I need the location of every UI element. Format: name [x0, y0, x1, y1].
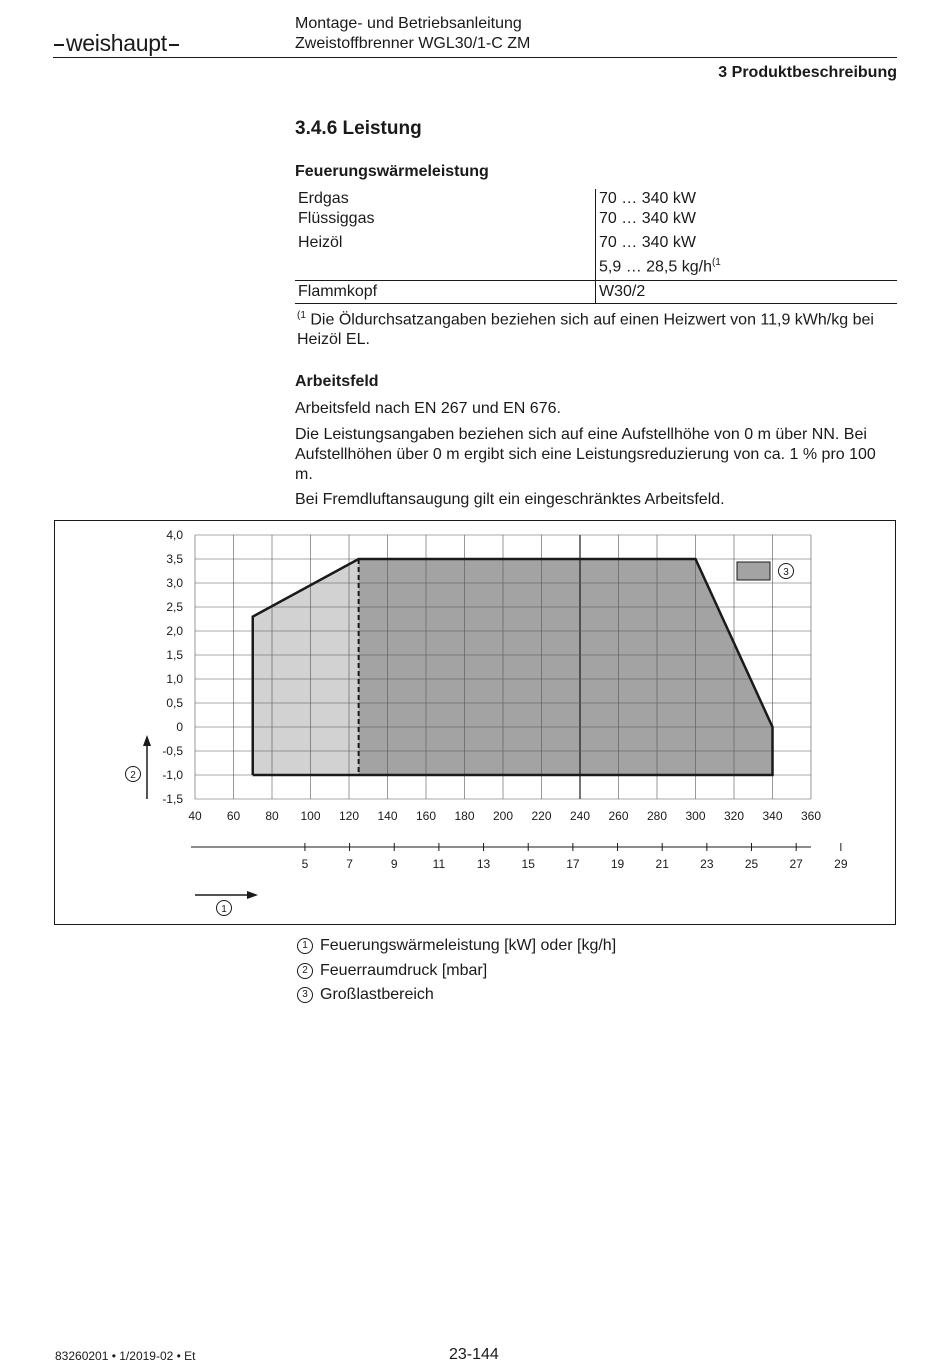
x-tick-label: 340: [762, 809, 783, 823]
performance-subtitle: Feuerungswärmeleistung: [295, 163, 489, 180]
y-tick-label: 4,0: [166, 528, 183, 542]
legend-swatch-large-load: [737, 562, 770, 580]
row-value: 70 … 340 kW: [596, 189, 898, 209]
y-tick-label: 1,5: [166, 648, 183, 662]
y-tick-label: 1,0: [166, 672, 183, 686]
y-tick-label: -1,0: [162, 768, 183, 782]
document-header: [295, 14, 530, 54]
table-row: [295, 281, 897, 304]
secondary-tick-label: 19: [610, 857, 625, 871]
legend-number: 1: [297, 938, 313, 954]
y-arrow-head: [143, 735, 151, 746]
x-tick-label: 360: [800, 809, 822, 823]
x-tick-label: 60: [226, 809, 241, 823]
legend-number: 3: [297, 987, 313, 1003]
legend-item: 2 Feuerraumdruck [mbar]: [297, 961, 487, 981]
legend-item: 1 Feuerungswärmeleistung [kW] oder [kg/h]: [297, 936, 616, 956]
secondary-tick-label: 29: [834, 857, 848, 871]
row-label: Flammkopf: [295, 281, 596, 304]
chart-svg: [55, 521, 895, 923]
header-line-1: Montage- und Betriebsanleitung: [295, 15, 522, 32]
paragraph: Arbeitsfeld nach EN 267 und EN 676.: [295, 400, 561, 417]
row-label: Flüssiggas: [298, 210, 375, 227]
brand-logo: weishaupt: [52, 30, 181, 57]
marker-legend-label: 3: [783, 567, 789, 578]
row-value: W30/2: [596, 281, 898, 304]
table-row: [295, 209, 897, 233]
header-line-2: Zweistoffbrenner WGL30/1-C ZM: [295, 35, 531, 52]
x-tick-label: 40: [188, 809, 202, 823]
row-value: 70 … 340 kW: [599, 234, 696, 251]
x-tick-label: 140: [377, 809, 398, 823]
footnote-ref: (1: [711, 257, 721, 268]
secondary-tick-label: 15: [521, 857, 535, 871]
secondary-tick-label: 27: [789, 857, 803, 871]
field-small-load: [253, 559, 359, 775]
table-row: [295, 189, 897, 209]
y-tick-label: 0,5: [166, 696, 183, 710]
page-number: 23-144: [449, 1346, 499, 1363]
x-tick-label: 220: [531, 809, 552, 823]
x-tick-label: 200: [492, 809, 514, 823]
x-tick-label: 100: [300, 809, 321, 823]
x-tick-label: 120: [338, 809, 360, 823]
performance-table: [295, 189, 897, 304]
x-tick-label: 300: [685, 809, 706, 823]
row-value-group: [596, 233, 898, 281]
header-rule: [53, 57, 897, 58]
legend-number: 2: [297, 963, 313, 979]
y-tick-label: -0,5: [162, 744, 183, 758]
chapter-title: 3 Produktbeschreibung: [718, 64, 897, 81]
x-tick-label: 80: [265, 809, 279, 823]
row-label: Heizöl: [295, 233, 596, 281]
secondary-tick-label: 9: [390, 857, 398, 871]
x-tick-label: 320: [723, 809, 745, 823]
legend-item: 3 Großlastbereich: [297, 985, 434, 1005]
section-title: 3.4.6 Leistung: [295, 118, 422, 139]
marker-y-label: 2: [130, 770, 136, 781]
working-field-subtitle: Arbeitsfeld: [295, 373, 379, 390]
secondary-tick-label: 17: [566, 857, 580, 871]
y-tick-label: 3,5: [166, 552, 183, 566]
row-value-2: 5,9 … 28,5 $kg/h^{(1}$: [599, 257, 721, 276]
paragraph: Die Leistungsangaben beziehen sich auf eine Aufstellhöhe von 0 m über NN. Bei Aufstellhöhen über 0 m ergibt sich eine Leistungsreduzierung von ca. 1 % pro 100 m.: [295, 426, 876, 483]
secondary-tick-label: 21: [655, 857, 669, 871]
secondary-tick-label: 5: [301, 857, 309, 871]
table-row: [295, 233, 897, 281]
x-arrow-head: [247, 891, 258, 899]
footnote-mark: (1: [297, 310, 306, 321]
paragraph: Bei Fremdluftansaugung gilt ein eingeschränktes Arbeitsfeld.: [295, 491, 725, 508]
row-value: 70 … 340 kW: [596, 209, 898, 233]
document-id: 83260201 • 1/2019-02 • Et: [55, 1349, 196, 1363]
x-tick-label: 160: [415, 809, 437, 823]
secondary-tick-label: 11: [432, 857, 446, 871]
y-tick-label: -1,5: [162, 792, 183, 806]
x-tick-label: 260: [608, 809, 629, 823]
y-tick-label: 2,0: [166, 624, 183, 638]
table-footnote: $^{(1}$ Die Öldurchsatzangaben beziehen sich auf einen Heizwert von 11,9 kWh/kg bei Heizöl EL.: [297, 310, 874, 349]
secondary-tick-label: 25: [744, 857, 759, 871]
marker-x-label: 1: [221, 904, 227, 915]
secondary-tick-label: 7: [346, 857, 353, 871]
secondary-tick-label: 23: [700, 857, 714, 871]
x-tick-label: 180: [454, 809, 475, 823]
row-label: Erdgas: [298, 190, 349, 207]
y-tick-label: 0: [176, 720, 183, 734]
working-field-chart: [54, 520, 896, 925]
secondary-tick-label: 13: [476, 857, 491, 871]
y-tick-label: 3,0: [166, 576, 183, 590]
x-tick-label: 280: [646, 809, 668, 823]
y-tick-label: 2,5: [166, 600, 183, 614]
x-tick-label: 240: [569, 809, 591, 823]
